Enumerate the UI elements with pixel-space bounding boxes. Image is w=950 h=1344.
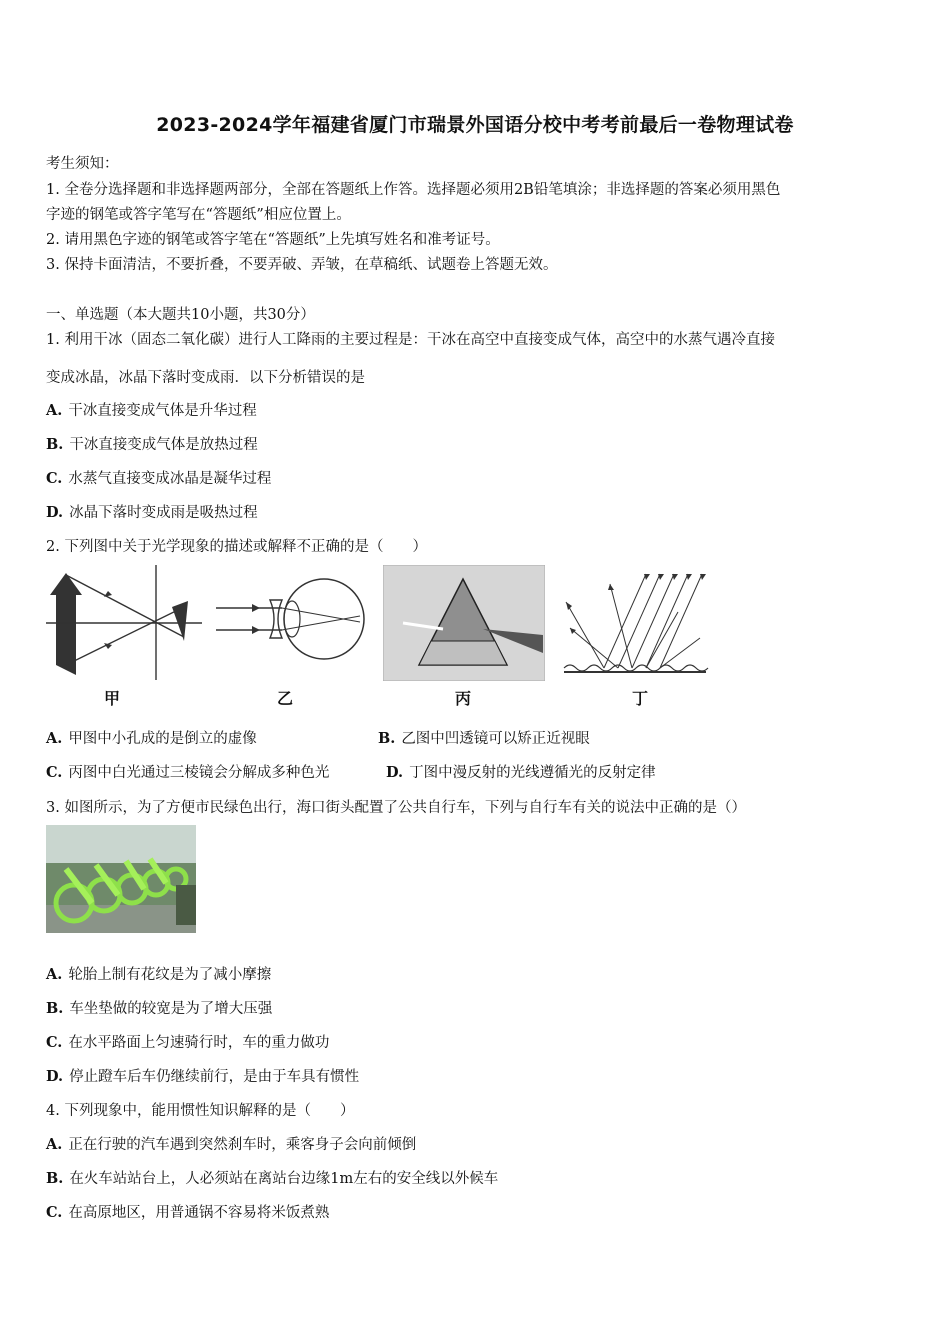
prism-figure: [383, 565, 545, 681]
pinhole-figure: [44, 565, 204, 685]
bicycle-photo: [46, 825, 196, 933]
diffuse-reflection-figure: [560, 568, 710, 680]
q1-option-b[interactable]: B. 干冰直接变成气体是放热过程: [46, 436, 258, 453]
q1-option-d[interactable]: D. 冰晶下落时变成雨是吸热过程: [46, 504, 258, 521]
q2-option-d[interactable]: D. 丁图中漫反射的光线遵循光的反射定律: [386, 764, 656, 781]
section-heading: 一、单选题（本大题共10小题，共30分）: [46, 307, 315, 323]
q1-stem-line1: 1. 利用干冰（固态二氧化碳）进行人工降雨的主要过程是：干冰在高空中直接变成气体，高空中的水蒸气遇冷直接: [46, 332, 775, 348]
q4-option-b[interactable]: B. 在火车站站台上，人必须站在离站台边缘1m左右的安全线以外候车: [46, 1170, 499, 1187]
q3-option-d[interactable]: D. 停止蹬车后车仍继续前行，是由于车具有惯性: [46, 1068, 360, 1085]
q1-option-c[interactable]: C. 水蒸气直接变成冰晶是凝华过程: [46, 470, 272, 487]
notice-item: 1. 全卷分选择题和非选择题两部分，全部在答题纸上作答。选择题必须用2B铅笔填涂；非选择题的答案必须用黑色: [46, 182, 781, 198]
q3-option-b[interactable]: B. 车坐垫做的较宽是为了增大压强: [46, 1000, 273, 1017]
notice-item: 2. 请用黑色字迹的钢笔或答字笔在“答题纸”上先填写姓名和准考证号。: [46, 232, 500, 248]
caption-bing: 丙: [455, 689, 472, 708]
q2-option-c[interactable]: C. 丙图中白光通过三棱镜会分解成多种色光: [46, 764, 330, 781]
caption-ding: 丁: [632, 689, 649, 708]
q3-option-c[interactable]: C. 在水平路面上匀速骑行时，车的重力做功: [46, 1034, 330, 1051]
caption-jia: 甲: [104, 689, 121, 708]
q4-option-a[interactable]: A. 正在行驶的汽车遇到突然刹车时，乘客身子会向前倾倒: [46, 1136, 417, 1153]
q3-option-a[interactable]: A. 轮胎上制有花纹是为了减小摩擦: [46, 966, 272, 983]
q2-option-b[interactable]: B. 乙图中凹透镜可以矫正近视眼: [378, 730, 590, 747]
q3-stem: 3. 如图所示，为了方便市民绿色出行，海口街头配置了公共自行车，下列与自行车有关的说法中正确的是（）: [46, 800, 746, 816]
notice-item: 3. 保持卡面清洁，不要折叠，不要弄破、弄皱，在草稿纸、试题卷上答题无效。: [46, 257, 558, 273]
q4-stem: 4. 下列现象中，能用惯性知识解释的是（ ）: [46, 1103, 355, 1119]
q2-option-a[interactable]: A. 甲图中小孔成的是倒立的虚像: [46, 730, 257, 747]
q4-option-c[interactable]: C. 在高原地区，用普通锅不容易将米饭煮熟: [46, 1204, 330, 1221]
notice-item: 字迹的钢笔或答字笔写在“答题纸”相应位置上。: [46, 207, 351, 223]
q2-stem: 2. 下列图中关于光学现象的描述或解释不正确的是（ ）: [46, 539, 427, 555]
page-title: 2023-2024学年福建省厦门市瑞景外国语分校中考考前最后一卷物理试卷: [156, 114, 794, 136]
caption-yi: 乙: [277, 689, 294, 708]
q1-stem-line2: 变成冰晶，冰晶下落时变成雨．以下分析错误的是: [46, 370, 365, 386]
q1-option-a[interactable]: A. 干冰直接变成气体是升华过程: [46, 402, 257, 419]
eye-lens-figure: [212, 570, 372, 680]
notice-heading: 考生须知：: [46, 156, 119, 172]
